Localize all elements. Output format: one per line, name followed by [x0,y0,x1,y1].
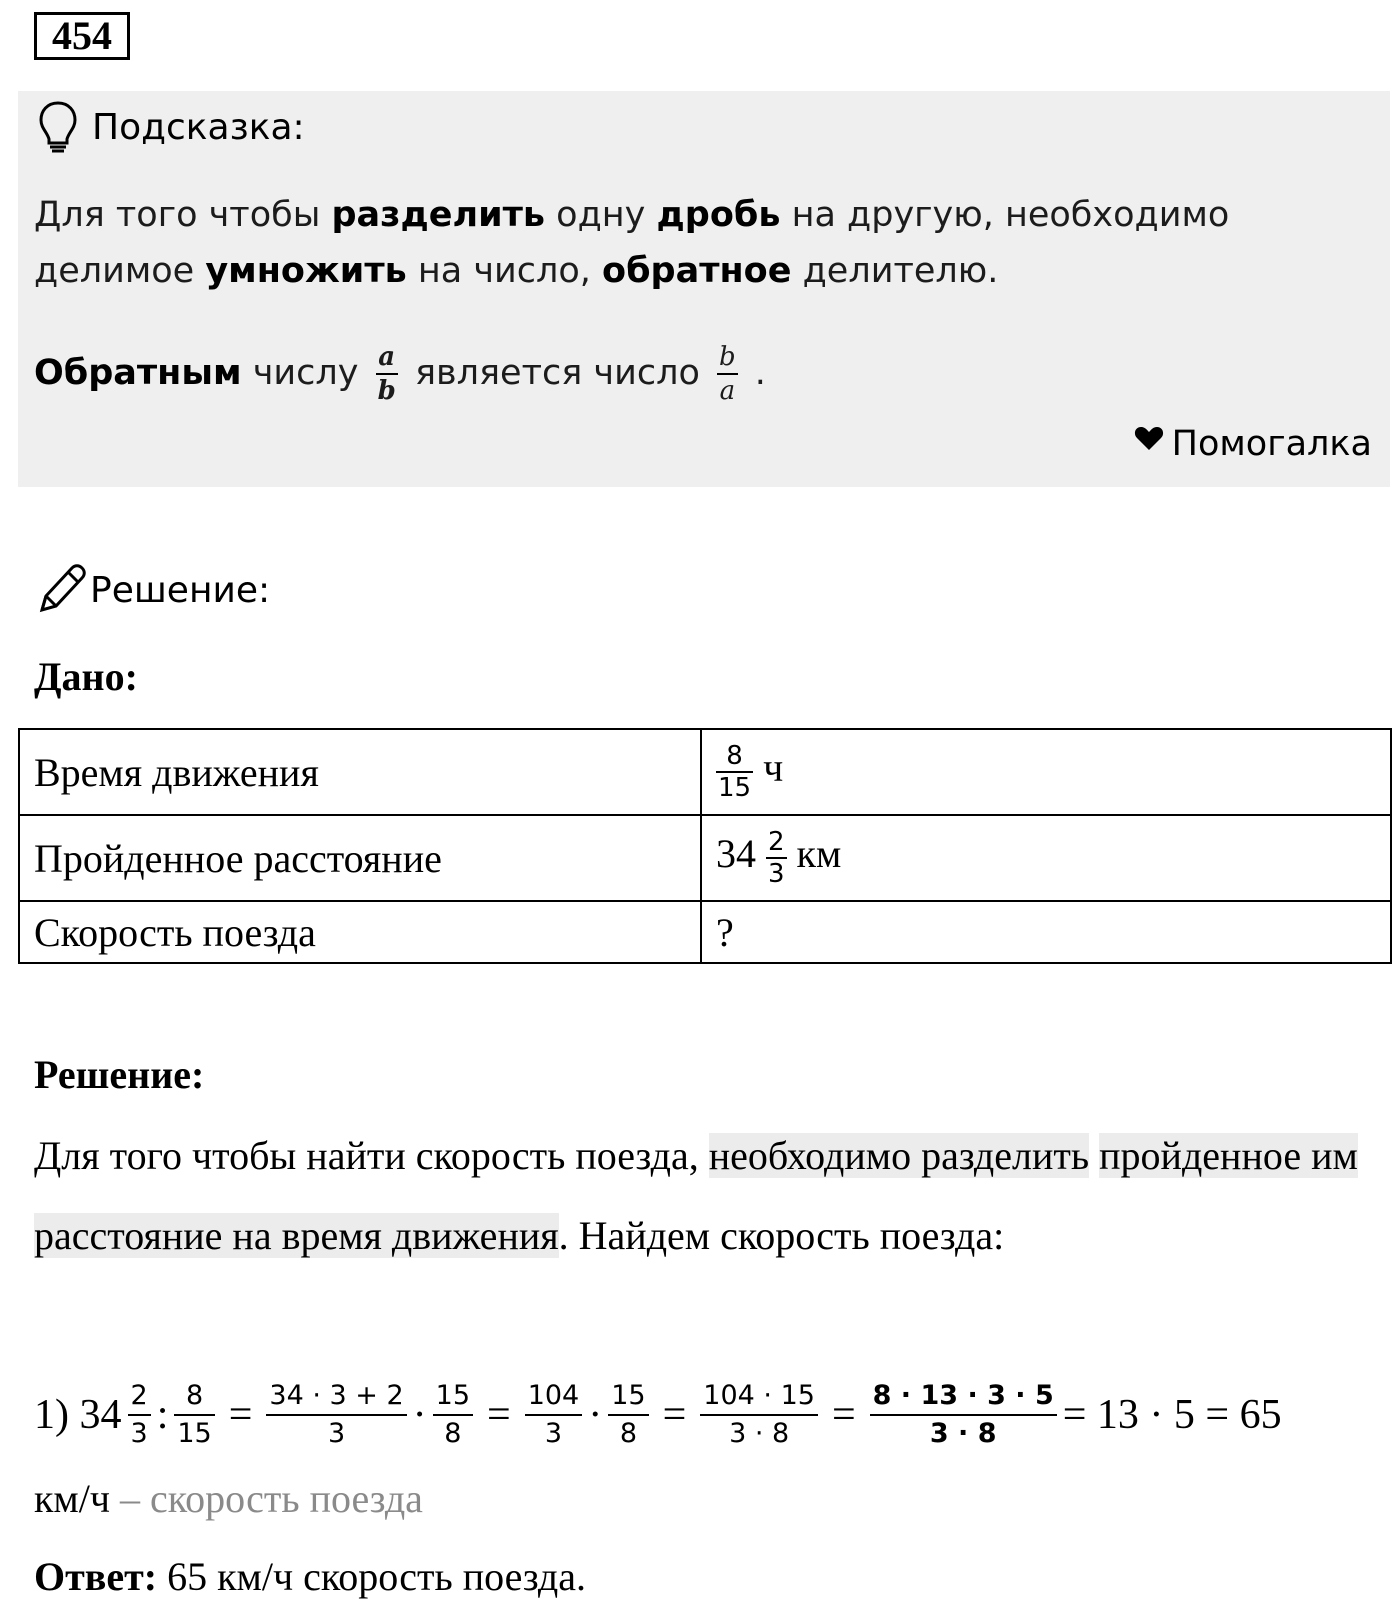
answer-line [34,1552,586,1602]
unit: км [796,831,842,877]
hint-title: Подсказка: [92,107,305,148]
table-cell-label: Скорость поезда [19,901,701,963]
table-cell-label: Время движения [19,729,701,815]
hint-text: одну [545,195,657,235]
denominator: 3 · 8 [729,1418,790,1449]
numerator: 104 · 15 [703,1380,815,1411]
hint-bold-word: дробь [656,195,781,235]
lightbulb-icon [36,99,80,159]
numerator: 15 [611,1380,646,1411]
hint-text: на число, [406,251,603,291]
credit-text: Помогалка [1171,424,1372,464]
fraction [266,1378,406,1452]
solution-heading-text: Решение: [90,570,271,611]
denominator: 3 [544,1418,563,1449]
operator: = [831,1392,856,1438]
highlighted-text: необходимо разделить [708,1133,1090,1178]
given-table [18,728,1392,964]
table-row [19,729,1391,815]
table-row [19,901,1391,963]
table-cell-value: ? [701,901,1391,963]
fraction-a-over-b [376,341,398,407]
hint-text: Для того чтобы [34,195,332,235]
denominator: 3 [130,1418,148,1449]
denominator: 3 [768,859,785,889]
hint-bold-word: обратное [602,251,792,291]
operator: = [487,1392,511,1438]
table-cell-label: Пройденное расстояние [19,815,701,901]
hint-box [18,91,1390,487]
solution-paragraph [34,1116,1364,1276]
result-line [34,1474,423,1524]
denominator: b [377,376,396,406]
table-cell-value [701,815,1391,901]
given-title: Дано: [34,654,138,699]
solution-heading [36,568,270,614]
equation-tail: = 13 · 5 = 65 [1062,1392,1282,1438]
operator: · [412,1392,427,1438]
operator: = [662,1392,687,1438]
table-row [19,815,1391,901]
hint-text: числу [241,353,359,393]
operator: · [588,1392,603,1438]
answer-label: Ответ: [34,1554,158,1599]
highlighted-text: пройденное им расстояние на время движения [34,1133,1358,1258]
solution-text: Для того чтобы найти скорость поезда, [34,1133,709,1178]
fraction [174,1378,214,1452]
fraction-b-over-a [717,341,738,407]
result-unit: км/ч [34,1476,110,1521]
numerator: 8 [726,741,743,771]
whole-part: 34 [716,831,756,877]
denominator: a [719,376,736,406]
answer-text: 65 км/ч скорость поезда. [157,1554,587,1599]
task-number: 454 [34,12,130,60]
fraction [433,1378,473,1452]
hint-text: на другую, необходимо делимое [34,195,1230,291]
fraction [870,1378,1057,1452]
hint-bold-word: Обратным [34,353,242,393]
fraction [700,1378,818,1452]
solution-title: Решение: [34,1052,205,1097]
hint-reciprocal-line [34,341,766,407]
denominator: 3 · 8 [929,1418,997,1449]
numerator: 15 [435,1380,471,1411]
unit: ч [763,745,784,791]
equation [34,1370,1282,1460]
denominator: 8 [619,1418,638,1449]
hint-period: . [754,353,766,393]
numerator: 34 · 3 + 2 [269,1380,404,1411]
fraction [128,1378,151,1452]
denominator: 15 [177,1418,212,1449]
fraction [766,827,787,889]
hint-bold-word: умножить [205,251,407,291]
fraction [716,741,753,803]
result-caption: – скорость поезда [109,1476,423,1521]
equation-prefix: 1) 34 [34,1392,122,1438]
solution-text: . Найдем скорость поезда: [558,1213,1005,1258]
hint-paragraph [34,187,1334,299]
fraction [525,1378,583,1452]
numerator: b [719,342,736,372]
numerator: 2 [768,827,785,857]
numerator: 2 [130,1380,148,1411]
denominator: 15 [718,773,752,803]
pencil-icon [36,562,86,628]
table-cell-value [701,729,1391,815]
numerator: 8 · 13 · 3 · 5 [872,1380,1054,1411]
credit-label [1134,421,1372,467]
numerator: a [378,342,396,372]
hint-text: является число [414,353,700,393]
denominator: 3 [327,1418,346,1449]
heart-icon [1134,425,1164,451]
operator: : [156,1392,169,1438]
numerator: 8 [185,1380,204,1411]
numerator: 104 [527,1380,580,1411]
fraction [608,1378,648,1452]
hint-bold-word: разделить [331,195,546,235]
operator: = [228,1392,253,1438]
hint-text: делителю. [791,251,999,291]
denominator: 8 [444,1418,462,1449]
